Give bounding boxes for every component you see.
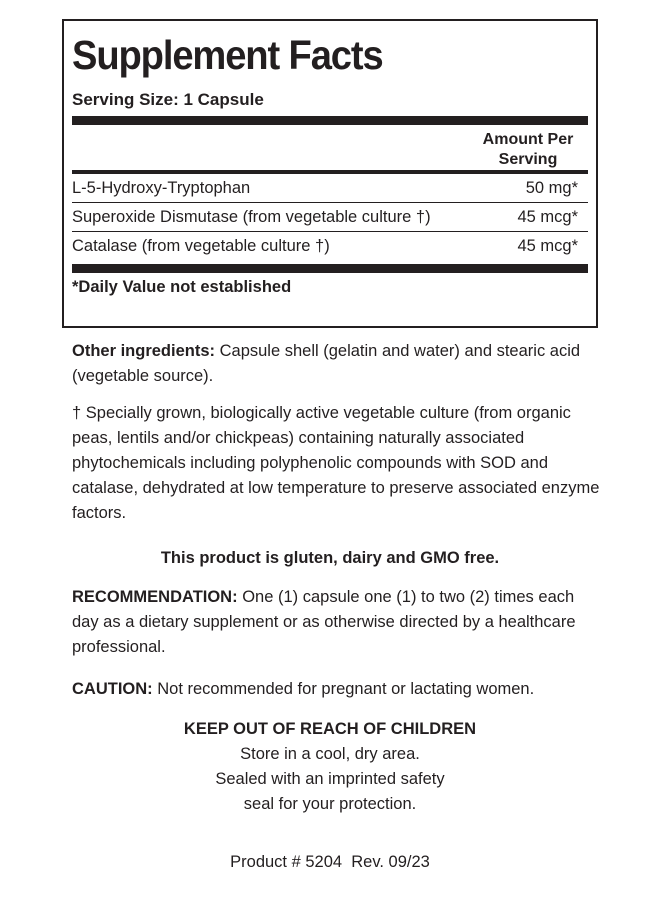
- storage-block: [62, 717, 598, 817]
- nutrient-row: [72, 203, 588, 232]
- supplement-facts-panel: [62, 19, 598, 328]
- thick-divider-bottom: [72, 264, 588, 273]
- nutrient-name: Superoxide Dismutase (from vegetable culture †): [72, 207, 431, 226]
- free-from-statement: This product is gluten, dairy and GMO free.: [160, 549, 500, 567]
- storage-line: Store in a cool, dry area.: [240, 745, 420, 763]
- dagger-footnote: [72, 401, 602, 526]
- other-ingredients: [72, 339, 602, 389]
- nutrient-amount: 45 mcg*: [517, 207, 578, 226]
- recommendation: [72, 585, 602, 660]
- caution-label: CAUTION:: [72, 680, 153, 698]
- nutrient-name: L-5-Hydroxy-Tryptophan: [72, 178, 251, 197]
- product-code: Product # 5204 Rev. 09/23: [230, 853, 430, 871]
- recommendation-label: RECOMMENDATION:: [72, 588, 238, 606]
- storage-line: Sealed with an imprinted safety: [215, 770, 445, 788]
- recommendation-text: One (1) capsule one (1) to two (2) times each day as a dietary supplement or as otherwise directed by a healthcare professional.: [72, 588, 576, 656]
- storage-line: seal for your protection.: [243, 795, 417, 813]
- keep-out-warning: KEEP OUT OF REACH OF CHILDREN: [183, 720, 477, 738]
- thick-divider-top: [72, 116, 588, 125]
- nutrient-row: [72, 232, 588, 261]
- dagger-footnote-text: † Specially grown, biologically active vegetable culture (from organic peas, lentils and/or chickpeas) containing naturally associated phytochemicals including polyphenolic compounds with SOD and catalase, dehydrated at low temperature to preserve associated enzyme factors.: [72, 404, 600, 522]
- daily-value-note: *Daily Value not established: [72, 278, 292, 296]
- serving-size: Serving Size: 1 Capsule: [72, 90, 264, 109]
- caution: [72, 677, 602, 702]
- amount-header-line2: Serving: [498, 151, 558, 168]
- nutrient-amount: 45 mcg*: [517, 237, 578, 255]
- caution-text: Not recommended for pregnant or lactating women.: [152, 680, 535, 698]
- amount-per-serving-header: [72, 125, 588, 170]
- other-ingredients-text: Capsule shell (gelatin and water) and stearic acid (vegetable source).: [72, 342, 581, 385]
- nutrient-amount: 50 mg*: [525, 178, 578, 197]
- nutrient-row: [72, 174, 588, 203]
- other-ingredients-label: Other ingredients:: [72, 342, 216, 360]
- facts-title: Supplement Facts: [72, 32, 383, 78]
- nutrient-name: Catalase (from vegetable culture †): [72, 237, 330, 255]
- amount-header-line1: Amount Per: [482, 131, 574, 148]
